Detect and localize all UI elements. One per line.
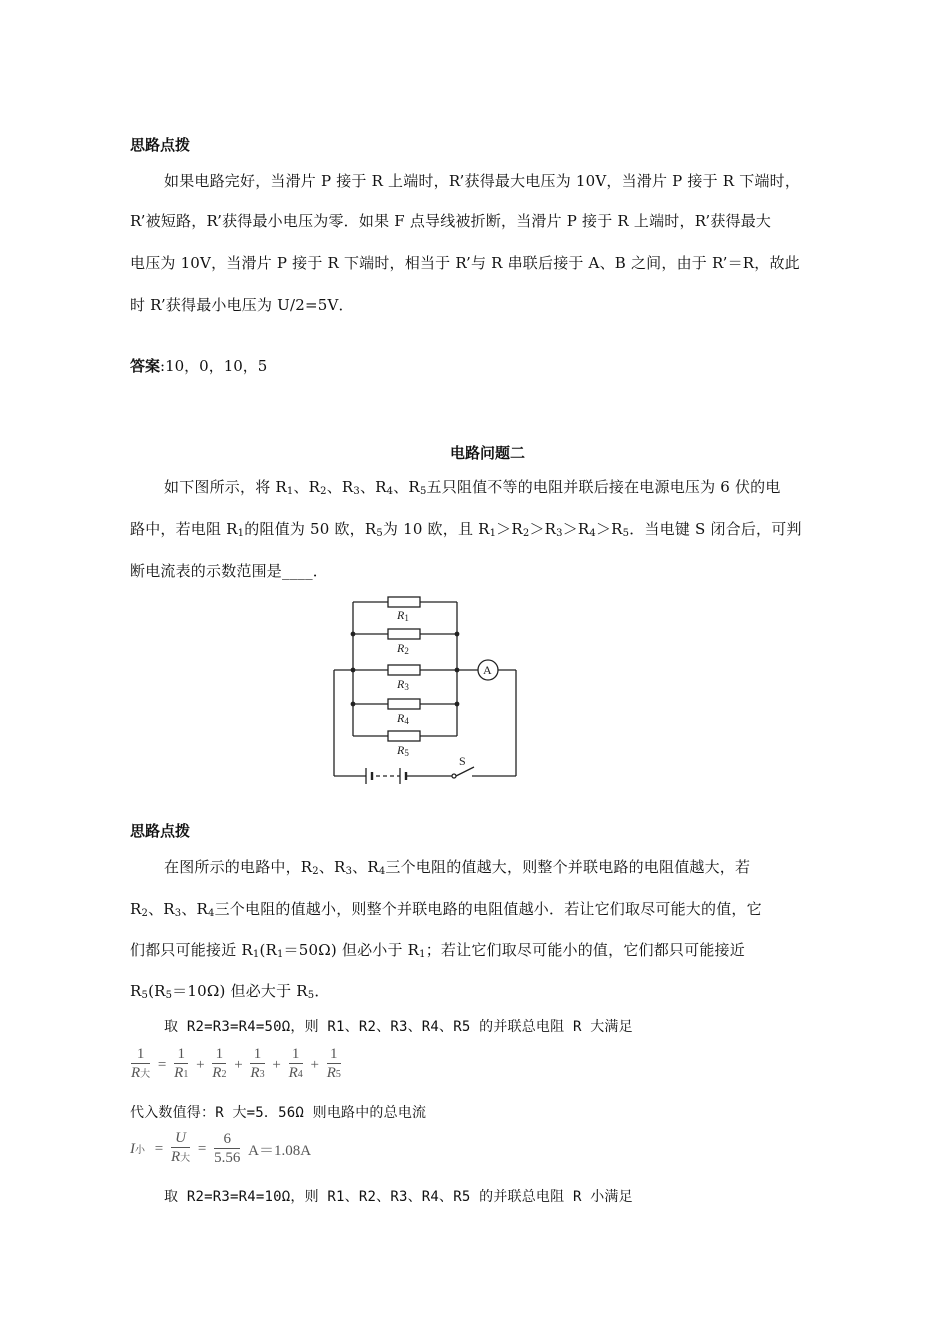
label-r4: R4 <box>397 711 409 726</box>
resistor-r5 <box>388 731 420 741</box>
hint2-line-3: 们都只可能接近 $R_1(R_1=50\Omega)$ 但必小于 $R_1$；若让它们取尽可能小的值，它们都只可能接近 <box>130 941 745 960</box>
label-r5: R5 <box>397 743 409 758</box>
take-min-line: 取 R2=R3=R4=10Ω，则 R1、R2、R3、R4、R5 的并联总电阻 R 小满足 <box>164 1189 633 1205</box>
problem-line-2: 路中，若电阻 $R_1$的阻值为 50 欧，$R_5$为 10 欧，且 $R_1>R_2>R_3>R_4>R_5$．当电键 S 闭合后，可判 <box>130 520 802 539</box>
label-r3: R3 <box>397 677 409 692</box>
hint1-line-3: 电压为 10V，当滑片 P 接于 R 下端时，相当于 R’与 R 串联后接于 A、B 之间，由于 R’＝R，故此 <box>130 254 800 272</box>
take-max-line: 取 R2=R3=R4=50Ω，则 R1、R2、R3、R4、R5 的并联总电阻 R 大满足 <box>164 1019 633 1035</box>
hint2-line-4: $R_5(R_5=10\Omega)$ 但必大于 $R_5$． <box>130 982 330 1001</box>
hint1-line-1: 如果电路完好，当滑片 P 接于 R 上端时，R’获得最大电压为 10V，当滑片 P 接于 R 下端时， <box>164 172 801 190</box>
hint2-line-1: 在图所示的电路中，$R_2$、$R_3$、$R_4$三个电阻的值越大，则整个并联电路的电阻值越大，若 <box>164 858 751 877</box>
problem-line-3: 断电流表的示数范围是____． <box>130 562 329 580</box>
switch-blade <box>456 767 474 776</box>
substitute-line: 代入数值得：R 大=5．56Ω 则电路中的总电流 <box>130 1105 427 1121</box>
circuit-diagram <box>320 592 530 788</box>
section-heading-hint-2: 思路点拨 <box>130 822 191 840</box>
answer-value: :10，0，10，5 <box>160 357 268 375</box>
hint1-line-4: 时 R’获得最小电压为 U/2=5V． <box>130 296 354 314</box>
resistor-r1 <box>388 597 420 607</box>
resistor-r4 <box>388 699 420 709</box>
switch-label: S <box>459 754 466 768</box>
switch-contact <box>452 774 456 778</box>
label-r2: R2 <box>397 641 409 656</box>
label-r1: R1 <box>397 608 409 623</box>
ammeter-label: A <box>483 663 492 677</box>
answer-line <box>130 355 267 376</box>
answer-label: 答案 <box>130 357 161 375</box>
problem-line-1: 如下图所示，将 $R_1$、$R_2$、$R_3$、$R_4$、$R_5$五只阻值不等的电阻并联后接在电源电压为 6 伏的电 <box>164 478 781 497</box>
resistor-r2 <box>388 629 420 639</box>
problem-title: 电路问题二 <box>450 444 526 462</box>
section-heading-hint-1: 思路点拨 <box>130 136 191 154</box>
hint1-line-2: R’被短路，R’获得最小电压为零．如果 F 点导线被折断，当滑片 P 接于 R 上端时，R’获得最大 <box>130 212 772 230</box>
formula-current-min: I小 = $\frac{U}{\text{R大}}$ = $\frac{6}{5.56}$ A＝1.08A <box>130 1130 312 1166</box>
resistor-r3 <box>388 665 420 675</box>
formula-parallel-max: $\frac{1}{\text{R大}}$ = $\frac{1}{R1}$ + $\frac{1}{R2}$ + $\frac{1}{R3}$ + $\frac{1}{R4}$ + $\frac{1}{R5}$ <box>131 1046 341 1081</box>
hint2-line-2: $R_2$、$R_3$、$R_4$三个电阻的值越小，则整个并联电路的电阻值越小．若让它们取尽可能大的值，它 <box>130 900 762 919</box>
